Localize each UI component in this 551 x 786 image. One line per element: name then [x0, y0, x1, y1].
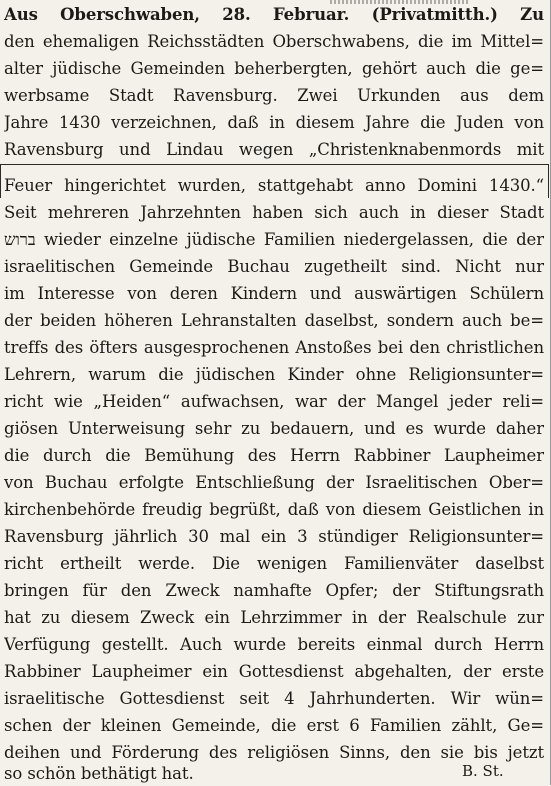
text-line: Ravensburg jährlich 30 mal ein 3 stündiger Religionsunter=	[4, 527, 544, 546]
text-line: Lehrern, warum die jüdischen Kinder ohne Religionsunter=	[4, 365, 544, 384]
text-line: hat zu diesem Zweck ein Lehrzimmer in der Realschule zur	[4, 608, 544, 627]
text-line: israelitische Gottesdienst seit 4 Jahrhunderten. Wir wün=	[4, 689, 544, 708]
text-line: Ravensburg und Lindau wegen „Christenknabenmords mit	[4, 140, 544, 159]
author-signature: B. St.	[462, 762, 504, 780]
article-opening	[0, 0, 551, 164]
text-line: kirchenbehörde freudig begrüßt, daß von diesem Geistlichen in	[4, 500, 544, 519]
text-line: richt ertheilt werde. Die wenigen Familienväter daselbst	[4, 554, 544, 573]
article-body	[0, 168, 551, 785]
text-line: bringen für den Zweck namhafte Opfer; der Stiftungsrath	[4, 581, 544, 600]
text-line: deihen und Förderung des religiösen Sinns, den sie bis jetzt	[4, 743, 544, 762]
text-line: so schön bethätigt hat.	[4, 764, 194, 783]
text-line: den ehemaligen Reichsstädten Oberschwabens, die im Mittel=	[4, 32, 544, 51]
dateline: Aus Oberschwaben, 28. Februar. (Privatmitth.) Zu	[4, 5, 544, 24]
text-line: werbsame Stadt Ravensburg. Zwei Urkunden aus dem	[4, 86, 544, 105]
text-line: giösen Unterweisung sehr zu bedauern, und es wurde daher	[4, 419, 544, 438]
text-line: von Buchau erfolgte Entschließung der Israelitischen Ober=	[4, 473, 544, 492]
text-line: treffs des öfters ausgesprochenen Anstoßes bei den christlichen	[4, 338, 544, 357]
text-line: israelitischen Gemeinde Buchau zugetheilt sind. Nicht nur	[4, 257, 544, 276]
text-line: Rabbiner Laupheimer ein Gottesdienst abgehalten, der erste	[4, 662, 544, 681]
text-line	[4, 3, 544, 27]
text-line: Jahre 1430 verzeichnen, daß in diesem Jahre die Juden von	[4, 113, 544, 132]
text-line: im Interesse von deren Kindern und auswärtigen Schülern	[4, 284, 544, 303]
text-line: Verfügung gestellt. Auch wurde bereits einmal durch Herrn	[4, 635, 544, 654]
text-line: richt wie „Heiden“ aufwachsen, war der Mangel jeder reli=	[4, 392, 544, 411]
text-line: Seit mehreren Jahrzehnten haben sich auch in dieser Stadt	[4, 203, 544, 222]
text-line: ברוש wieder einzelne jüdische Familien niedergelassen, die der	[4, 230, 544, 249]
text-line: Feuer hingerichtet wurden, stattgehabt anno Domini 1430.“	[4, 176, 544, 195]
text-line: die durch die Bemühung des Herrn Rabbiner Laupheimer	[4, 446, 544, 465]
text-line: der beiden höheren Lehranstalten daselbst, sondern auch be=	[4, 311, 544, 330]
text-line: alter jüdische Gemeinden beherbergten, gehört auch die ge=	[4, 59, 544, 78]
text-line: schen der kleinen Gemeinde, die erst 6 Familien zählt, Ge=	[4, 716, 544, 735]
